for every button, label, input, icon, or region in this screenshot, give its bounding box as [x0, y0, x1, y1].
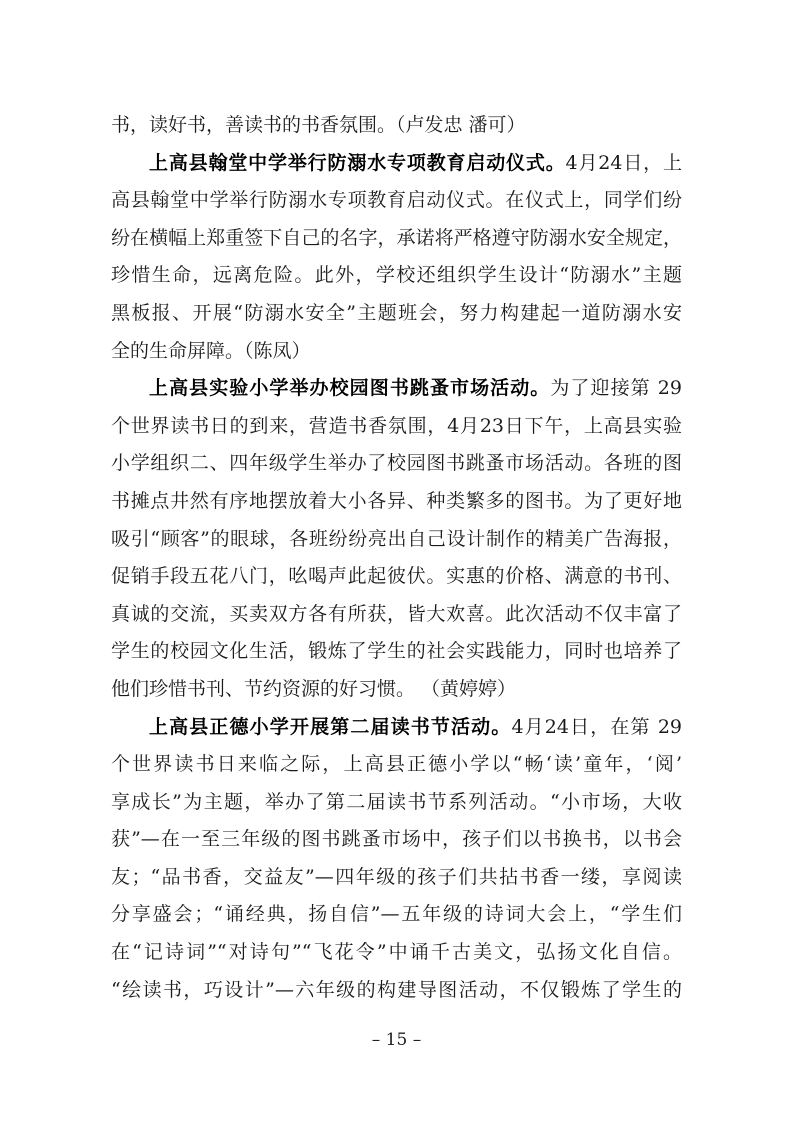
body-text: [111, 107, 682, 1009]
article-3-line: 在“记诗词”“对诗句”“飞花令”中诵千古美文，弘扬文化自信。: [111, 941, 682, 964]
article-1-line: 黑板报、开展“防溺水安全”主题班会，努力构建起一道防溺水安: [111, 301, 682, 324]
article-3-line: 获”—在一至三年级的图书跳蚤市场中，孩子们以书换书，以书会: [111, 828, 682, 851]
article-3-first-line: [111, 709, 682, 747]
article-2-line: 个世界读书日的到来，营造书香氛围，4月23日下午，上高县实验: [111, 414, 682, 437]
article-3-line: “绘读书，巧设计”—六年级的构建导图活动，不仅锻炼了学生的: [111, 978, 682, 1001]
article-2-line: 真诚的交流，买卖双方各有所获，皆大欢喜。此次活动不仅丰富了: [111, 602, 682, 625]
article-3-headline: 上高县正德小学开展第二届读书节活动。: [149, 715, 512, 738]
article-2-headline: 上高县实验小学举办校园图书跳蚤市场活动。: [149, 377, 551, 400]
article-3-line: 享成长”为主题，举办了第二届读书节系列活动。“小市场，大收: [111, 790, 682, 813]
article-1-line: 珍惜生命，远离危险。此外，学校还组织学生设计“防溺水”主题: [111, 264, 682, 287]
article-2-line: 学生的校园文化生活，锻炼了学生的社会实践能力，同时也培养了: [111, 640, 682, 663]
article-2-line: 促销手段五花八门，吆喝声此起彼伏。实惠的价格、满意的书刊、: [111, 565, 682, 588]
article-1-line-0: 4月24日，上: [565, 151, 682, 174]
article-1-line: 高县翰堂中学举行防溺水专项教育启动仪式。在仪式上，同学们纷: [111, 189, 682, 212]
article-2-last-line: 他们珍惜书刊、节约资源的好习惯。 （黄婷婷）: [111, 677, 517, 700]
article-3-line: 分享盛会；“诵经典，扬自信”—五年级的诗词大会上，“学生们: [111, 903, 682, 926]
page-number: – 15 –: [371, 1030, 422, 1050]
article-2-line: 小学组织二、四年级学生举办了校园图书跳蚤市场活动。各班的图: [111, 452, 682, 475]
article-1-first-line: [111, 145, 682, 183]
article-1-line: 纷在横幅上郑重签下自己的名字，承诺将严格遵守防溺水安全规定，: [111, 226, 682, 249]
article-1-headline: 上高县翰堂中学举行防溺水专项教育启动仪式。: [149, 151, 566, 174]
opening-line: 书，读好书，善读书的书香氛围。（卢发忠 潘可）: [111, 114, 526, 136]
article-1-last-line: 全的生命屏障。（陈凤）: [111, 339, 311, 362]
article-2-first-line: [111, 370, 682, 408]
article-3-line: 友；“品书香，交益友”—四年级的孩子们共拈书香一缕，享阅读: [111, 865, 682, 888]
article-3-line: 个世界读书日来临之际，上高县正德小学以“畅‘读’童年，‘阅’: [111, 753, 682, 776]
article-3-line-0: 4月24日，在第 29: [511, 715, 682, 738]
article-2-line-0: 为了迎接第 29: [550, 377, 682, 400]
article-2-line: 书摊点井然有序地摆放着大小各异、种类繁多的图书。为了更好地: [111, 489, 682, 512]
article-2-line: 吸引“顾客”的眼球，各班纷纷亮出自己设计制作的精美广告海报，: [111, 527, 682, 550]
